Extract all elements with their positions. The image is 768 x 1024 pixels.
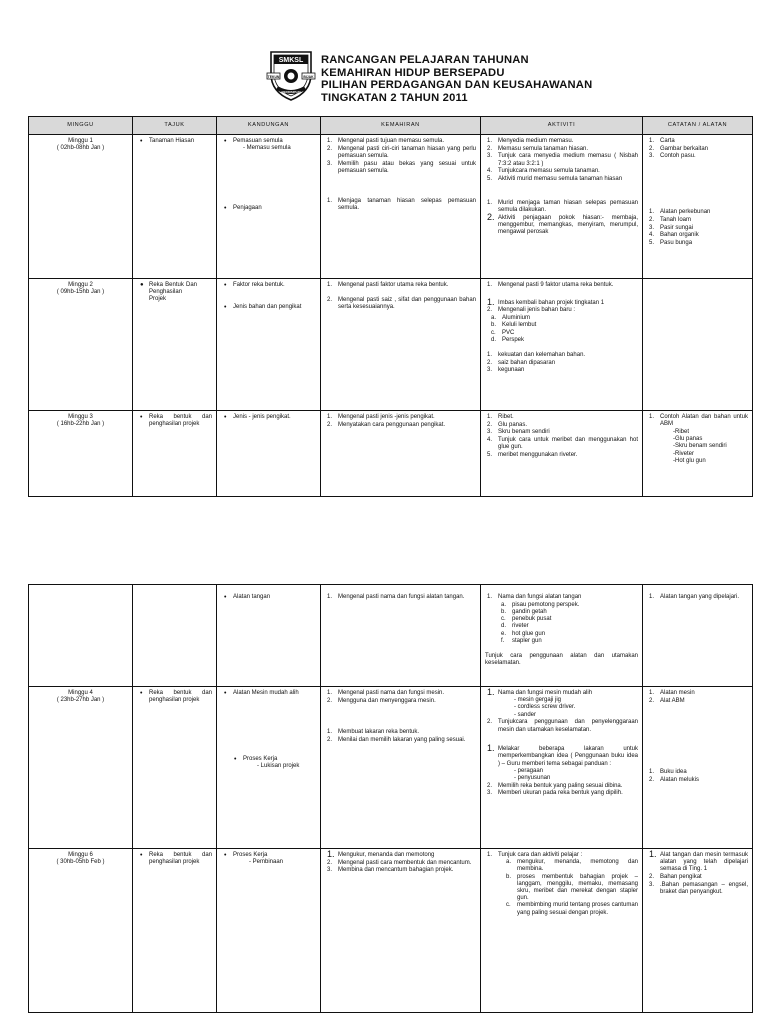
- alatan-item: gandin getah: [512, 608, 547, 615]
- aktiviti-item: Skru benam sendiri: [498, 429, 550, 436]
- kandungan-subtext: - Lukisan projek: [257, 763, 300, 770]
- bahan-item: Keluli lembut: [502, 322, 537, 329]
- week-cell: [29, 279, 133, 411]
- kandungan-item: [221, 138, 316, 152]
- aktiviti-subitem: mengukur, menanda, memotong dan membina.: [517, 859, 638, 873]
- kemahiran-item: Mengukur, menanda dan memotong: [338, 852, 435, 858]
- catatan-item: Buku idea: [660, 769, 687, 776]
- tajuk-cell: [133, 411, 217, 497]
- alatan-item: penebuk pusat: [512, 616, 552, 623]
- kandungan-cell: [217, 411, 321, 497]
- aktiviti-subitem: proses membentuk bahagian projek – langgam, menggilu, memaku, memasang skru, meribet dan merekat dengan stapler gun.: [517, 873, 638, 902]
- kemahiran-item: Mengenal pasti cara membentuk dan mencantum.: [338, 859, 472, 866]
- kemahiran-cell: [321, 687, 481, 849]
- week-label: Minggu 3: [68, 414, 93, 420]
- lesson-plan-table-page-2: [28, 584, 753, 1013]
- week-label: Minggu 1: [68, 138, 93, 144]
- aktiviti-item: Glu panas.: [498, 421, 528, 428]
- aktiviti-item: [485, 690, 638, 719]
- aktiviti-note: Tunjuk cara penggunaan alatan dan utamakan keselamatan.: [485, 652, 638, 667]
- kemahiran-item: Membuat lakaran reka bentuk.: [338, 729, 420, 736]
- aktiviti-item: kegunaan: [498, 367, 525, 374]
- catatan-item: Alatan tangan yang dipelajari.: [660, 594, 740, 600]
- catatan-cell: [643, 411, 753, 497]
- kemahiran-item: Membina dan mencantum bahagian projek.: [338, 867, 454, 874]
- week-dates: ( 09hb-15hb Jan ): [56, 289, 105, 296]
- table-row: [29, 687, 753, 849]
- column-header-tajuk: TAJUK: [133, 117, 217, 135]
- week-label: Minggu 4: [68, 690, 93, 696]
- mesin-item: - mesin gergaji jig: [514, 697, 562, 704]
- kandungan-cell: [217, 849, 321, 1013]
- catatan-subitem: -Hot glu gun: [673, 457, 706, 464]
- catatan-item: Contoh pasu.: [660, 153, 696, 160]
- table-row: [29, 279, 753, 411]
- bahan-item: Aluminium: [502, 315, 531, 322]
- kandungan-cell: [217, 279, 321, 411]
- aktiviti-item: meribet menggunakan riveter.: [498, 452, 578, 459]
- catatan-subitem: -Riveter: [673, 450, 695, 457]
- kemahiran-item: Mengenal pasti tujuan memasu semula.: [338, 138, 445, 144]
- title-line: PILIHAN PERDAGANGAN DAN KEUSAHAWANAN: [321, 79, 593, 92]
- catatan-cell: [643, 135, 753, 279]
- aktiviti-item: kekuatan dan kelemahan bahan.: [498, 351, 586, 358]
- table-row: [29, 135, 753, 279]
- title-line: RANCANGAN PELAJARAN TAHUNAN: [321, 54, 529, 66]
- catatan-item: Alat tangan dan mesin termasuk alatan yang telah dipelajari semasa di Ting. 1: [660, 852, 748, 873]
- aktiviti-cell: [481, 411, 643, 497]
- kandungan-cell: [217, 135, 321, 279]
- tajuk-cell: [133, 279, 217, 411]
- catatan-item: Contoh Alatan dan bahan untuk ABM: [660, 414, 748, 428]
- catatan-item: Tanah loam: [660, 216, 692, 223]
- kandungan-subtext: - Memasu semula: [243, 145, 291, 152]
- catatan-item: Bahan organik: [660, 232, 699, 239]
- kemahiran-item: Mengenal pasti ciri-ciri tanaman hiasan yang perlu pemasuan semula.: [338, 145, 476, 159]
- catatan-sublist: [647, 429, 748, 465]
- catatan-item: Alat ABM: [660, 697, 685, 704]
- kandungan-item: • Jenis - jenis pengikat.: [221, 414, 316, 421]
- week-cell: [29, 687, 133, 849]
- catatan-item: Pasir sungai: [660, 224, 694, 231]
- tajuk-item: • Reka bentuk dan penghasilan projek: [137, 690, 212, 704]
- catatan-item: Alatan perkebunan: [660, 209, 711, 216]
- kandungan-item: • Alatan tangan: [221, 594, 316, 601]
- aktiviti-cell: [481, 585, 643, 687]
- aktiviti-item: saiz bahan dipasaran: [498, 359, 556, 366]
- aktiviti-text: Tunjuk cara dan aktiviti pelajar :: [498, 852, 583, 858]
- catatan-subitem: -Skru benam sendiri: [673, 443, 727, 450]
- kandungan-text: Proses Kerja: [233, 852, 268, 858]
- aktiviti-item: Aktiviti penjagaan pokok hiasan:- membaja, menggembur, memangkas, menyiram, merumpul, mengawal perosak: [498, 214, 638, 236]
- kemahiran-item: Menilai dan memilih lakaran yang paling sesuai.: [338, 737, 466, 744]
- alatan-item: hot glue gun: [512, 630, 546, 637]
- aktiviti-text: Melakar beberapa lakaran untuk memperkembangkan idea ( Penggunaan buku idea ) – Guru memberi tema sebagai panduan :: [498, 746, 638, 767]
- kemahiran-cell: [321, 411, 481, 497]
- aktiviti-cell: [481, 135, 643, 279]
- catatan-item: Gambar berkaitan: [660, 145, 709, 152]
- catatan-subitem: -Glu panas: [673, 436, 703, 443]
- tajuk-item: • Reka bentuk dan penghasilan projek: [137, 414, 212, 428]
- aktiviti-item: Imbas kembali bahan projek tingkatan 1: [498, 299, 605, 306]
- tema-item: - peragaan: [514, 767, 544, 774]
- tajuk-cell: [133, 687, 217, 849]
- table-row: [29, 849, 753, 1013]
- table-header-row: [29, 117, 753, 135]
- kemahiran-item: Mengenal pasti nama dan fungsi alatan tangan.: [338, 594, 465, 600]
- week-cell: [29, 135, 133, 279]
- kemahiran-item: Memilih pasu atau bekas yang sesuai untuk pemasuan semula.: [338, 160, 476, 174]
- aktiviti-item: Mengenali jenis bahan baru :: [498, 307, 576, 314]
- aktiviti-item: Tunjuk cara untuk meribet dan menggunakan hot glue gun.: [498, 437, 638, 451]
- title-line: KEMAHIRAN HIDUP BERSEPADU: [321, 66, 505, 79]
- week-label: Minggu 2: [68, 282, 93, 288]
- kemahiran-cell: [321, 585, 481, 687]
- catatan-cell: [643, 585, 753, 687]
- catatan-cell: [643, 687, 753, 849]
- logo-text: SMKSL: [278, 57, 304, 64]
- aktiviti-item: Murid menjaga taman hiasan selepas pemasuan semula dilakukan.: [498, 199, 638, 213]
- kandungan-text: Proses Kerja: [243, 756, 278, 763]
- alatan-item: pisau pemotong perspek.: [512, 601, 580, 608]
- week-cell: [29, 411, 133, 497]
- kemahiran-cell: [321, 279, 481, 411]
- catatan-item: Alatan mesin: [660, 690, 695, 696]
- aktiviti-text: Nama dan fungsi mesin mudah alih: [498, 690, 593, 696]
- document-title-block: [321, 54, 592, 104]
- kandungan-item: [231, 756, 316, 770]
- kemahiran-item: Menyatakan cara penggunaan pengikat.: [338, 421, 446, 428]
- aktiviti-item: [485, 852, 638, 917]
- kemahiran-item: Mengenal pasti faktor utama reka bentuk.: [338, 282, 449, 288]
- bahan-item: PVC: [502, 329, 515, 336]
- week-dates: ( 02hb-08hb Jan ): [56, 145, 105, 152]
- tema-item: - penyusunan: [514, 775, 551, 782]
- catatan-cell: [643, 849, 753, 1013]
- kandungan-cell: [217, 585, 321, 687]
- aktiviti-item: Memasu semula tanaman hiasan.: [498, 145, 589, 152]
- aktiviti-item: Tunjukcara penggunaan dan penyelenggaraan mesin dan utamakan keselamatan.: [498, 719, 638, 733]
- column-header-kandungan: KANDUNGAN: [217, 117, 321, 135]
- tajuk-cell: [133, 135, 217, 279]
- kandungan-text: Pemasuan semula: [233, 138, 283, 144]
- catatan-item: Carta: [660, 138, 675, 144]
- aktiviti-item: Tunjuk cara menyedia medium memasu ( Nisbah 7:3:2 atau 3:2:1 ): [498, 153, 638, 167]
- kemahiran-item: Mengenal pasti nama dan fungsi mesin.: [338, 690, 445, 696]
- catatan-cell: [643, 279, 753, 411]
- mesin-item: - sander: [514, 711, 537, 718]
- aktiviti-item: Ribet.: [498, 414, 514, 420]
- kemahiran-item: Mengguna dan menyenggara mesin.: [338, 697, 436, 704]
- week-dates: ( 30hb-05hb Feb ): [56, 859, 105, 866]
- tajuk-cell: [133, 585, 217, 687]
- catatan-item: Alatan melukis: [660, 777, 700, 784]
- week-dates: ( 16hb-22hb Jan ): [56, 421, 105, 428]
- logo-right-word: BIJAK: [303, 74, 314, 79]
- tajuk-cell: [133, 849, 217, 1013]
- aktiviti-cell: [481, 687, 643, 849]
- kemahiran-cell: [321, 135, 481, 279]
- week-dates: ( 23hb-27hb Jan ): [56, 697, 105, 704]
- logo-ribbon-text: BERDISIPLIN: [281, 90, 301, 94]
- week-cell: [29, 585, 133, 687]
- kandungan-subtext: - Pembinaan: [249, 859, 284, 866]
- aktiviti-item: Mengenal pasti 9 faktor utama reka bentuk.: [498, 282, 614, 288]
- aktiviti-cell: [481, 279, 643, 411]
- tajuk-item: • Reka bentuk dan penghasilan projek: [137, 852, 212, 866]
- catatan-subitem: -Ribet: [673, 428, 690, 435]
- aktiviti-item: Nama dan fungsi alatan tangan: [498, 594, 582, 600]
- lesson-plan-table-page-1: [28, 116, 753, 497]
- kandungan-item: • Penjagaan: [221, 205, 316, 212]
- catatan-item: Pasu bunga: [660, 239, 693, 246]
- aktiviti-item: Memberi ukuran pada reka bentuk yang dipilih.: [498, 790, 623, 797]
- table-row: [29, 411, 753, 497]
- mesin-item: - cordless screw driver.: [514, 704, 576, 711]
- kandungan-item: [221, 852, 316, 866]
- alatan-item: stapler gun: [512, 637, 542, 644]
- kemahiran-item: Mengenal pasti jenis -jenis pengikat.: [338, 414, 435, 420]
- catatan-item: .Bahan pemasangan – engsel, braket dan penyangkut.: [660, 881, 748, 896]
- catatan-item: Bahan pengikat: [660, 874, 702, 881]
- aktiviti-item: Menyedia medium memasu.: [498, 138, 574, 144]
- logo-left-word: TEKUN: [267, 74, 280, 79]
- kandungan-item: • Jenis bahan dan pengikat: [221, 304, 316, 311]
- week-cell: [29, 849, 133, 1013]
- kandungan-cell: [217, 687, 321, 849]
- alatan-item: riveter: [512, 623, 529, 630]
- table-row: [29, 585, 753, 687]
- week-label: Minggu 6: [68, 852, 93, 858]
- aktiviti-item: Aktiviti murid memasu semula tanaman hiasan: [498, 176, 623, 183]
- aktiviti-item: Tunjukcara memasu semula tanaman.: [498, 168, 600, 175]
- column-header-minggu: MINGGU: [29, 117, 133, 135]
- kandungan-item: • Alatan Mesin mudah alih: [221, 690, 316, 697]
- tajuk-item: ● Reka Bentuk Dan Penghasilan Projek: [137, 282, 197, 304]
- school-crest-logo: [265, 46, 317, 102]
- document-header: [265, 46, 725, 108]
- aktiviti-subitem: membimbing murid tentang proses cantuman yang paling sesuai dengan projek.: [517, 902, 638, 916]
- tajuk-item: • Tanaman Hiasan: [137, 138, 212, 145]
- kandungan-item: • Faktor reka bentuk.: [221, 282, 316, 289]
- kemahiran-item: Menjaga tanaman hiasan selepas pemasuan semula.: [338, 197, 476, 211]
- bahan-item: Perspek: [502, 336, 525, 343]
- kemahiran-item: Mengenal pasti saiz , sifat dan penggunaan bahan serta kesesuaiannya.: [338, 297, 476, 311]
- column-header-kemahiran: KEMAHIRAN: [321, 117, 481, 135]
- kemahiran-cell: [321, 849, 481, 1013]
- aktiviti-cell: [481, 849, 643, 1013]
- title-line: TINGKATAN 2 TAHUN 2011: [321, 91, 468, 104]
- column-header-aktiviti: AKTIVITI: [481, 117, 643, 135]
- aktiviti-item: Memilih reka bentuk yang paling sesuai dibina.: [498, 782, 623, 789]
- column-header-catatan: CATATAN / ALATAN: [643, 117, 753, 135]
- aktiviti-item: [485, 746, 638, 782]
